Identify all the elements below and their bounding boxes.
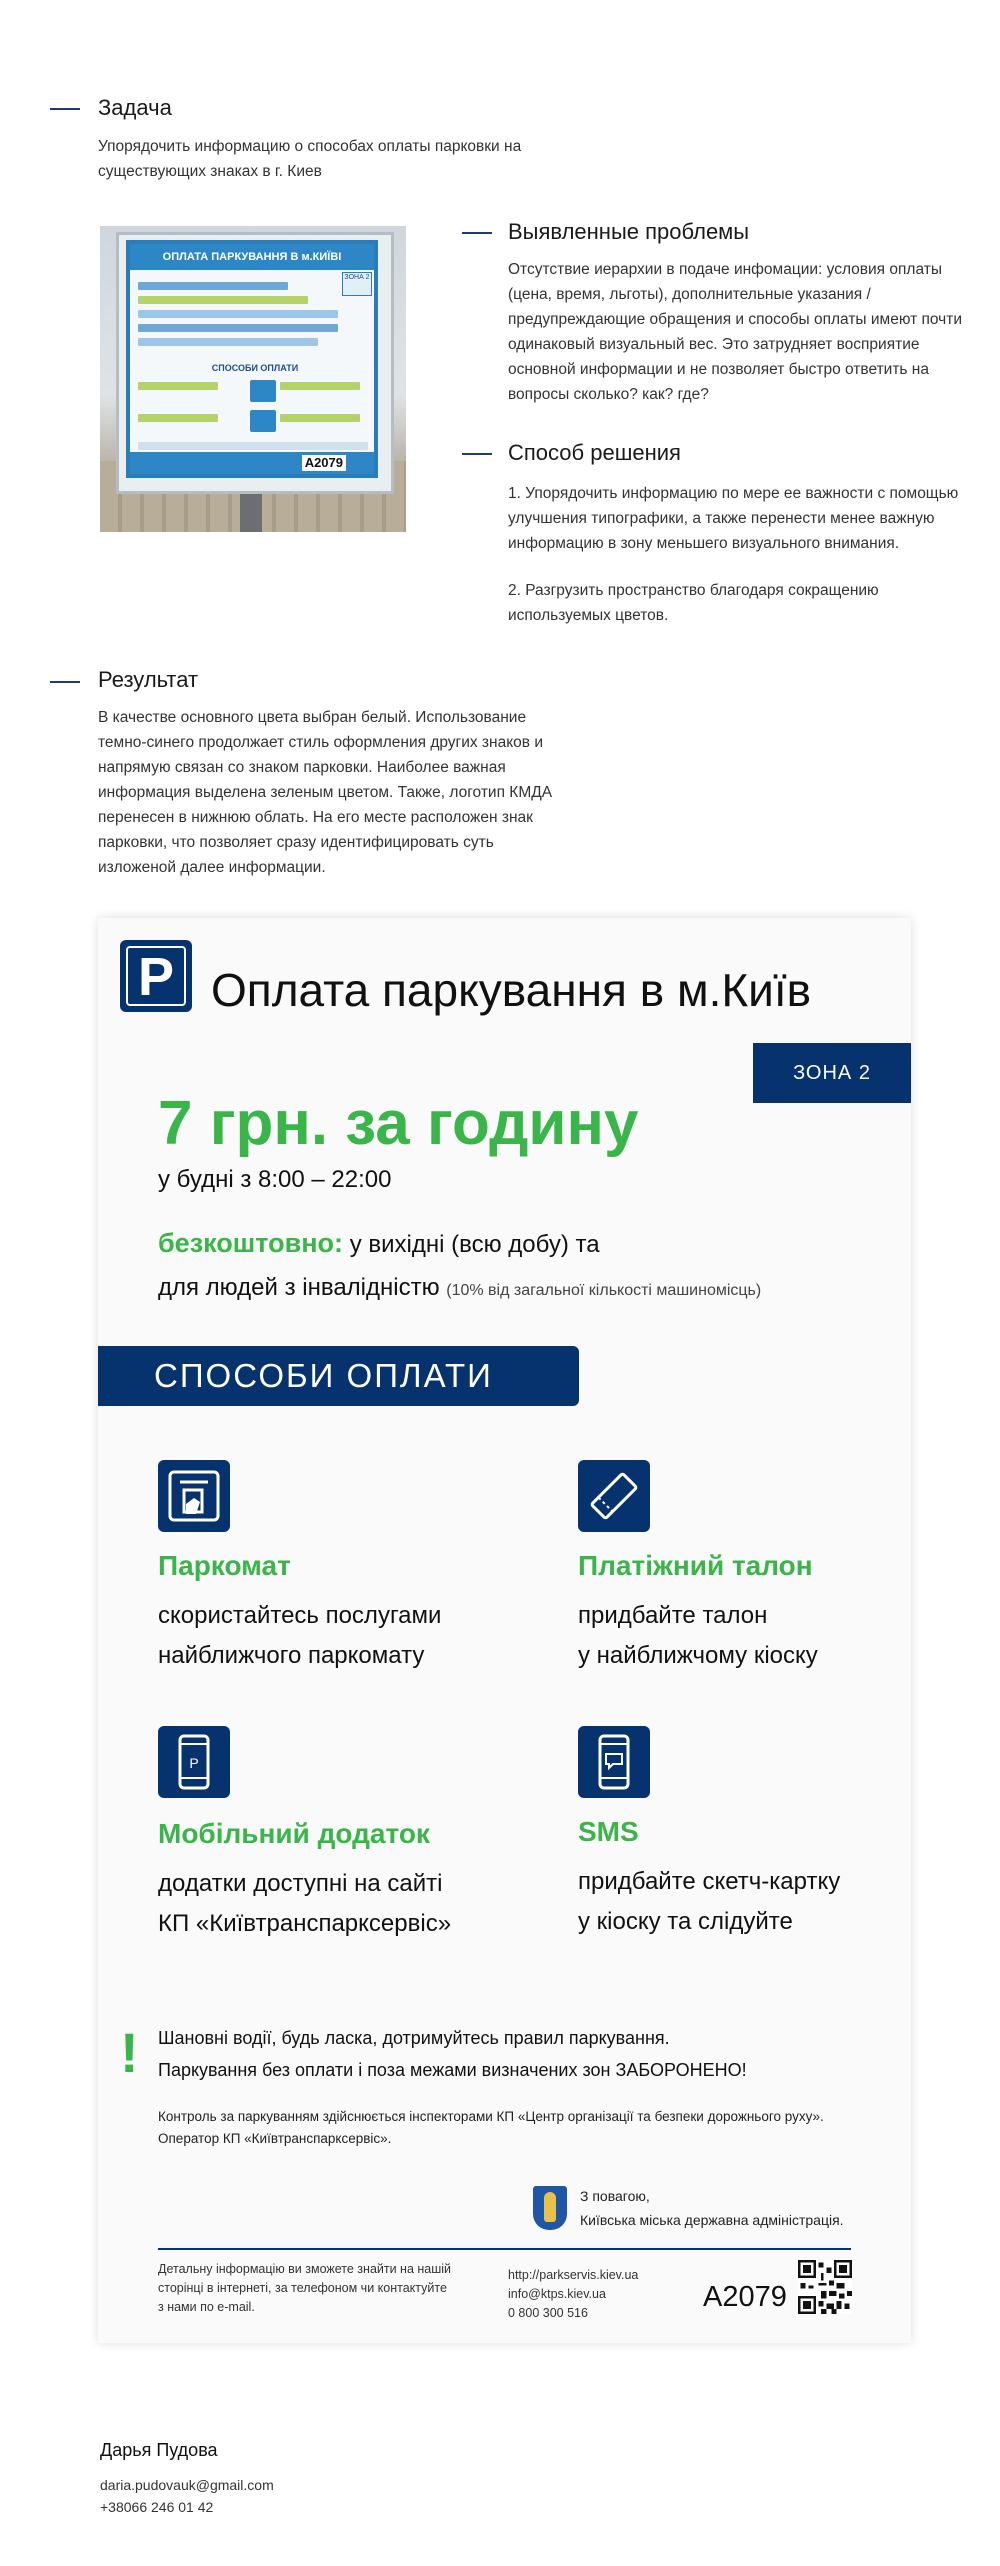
footer-info-line-3: з нами по e-mail. (158, 2300, 255, 2314)
original-sign-methods: СПОСОБИ ОПЛАТИ (190, 362, 320, 374)
free-conditions (158, 1228, 600, 1259)
footer-info (158, 2260, 451, 2317)
control-line-1: Контроль за паркуванням здійснюється інспекторами КП «Центр організації та безпеки дорожнього руху». (158, 2109, 824, 2124)
control-line-2: Оператор КП «Київтранспарксервіс». (158, 2131, 392, 2146)
coat-figure (544, 2192, 556, 2222)
original-sign-photo (100, 226, 406, 532)
author-email[interactable]: daria.pudovauk@gmail.com (100, 2477, 274, 2493)
site-link[interactable]: http://parkservis.kiev.ua (508, 2268, 639, 2282)
app-title: Мобільний додаток (158, 1818, 430, 1849)
disabled-note: (10% від загальної кількості машиномісць) (446, 1282, 762, 1299)
author-phone: +38066 246 01 42 (100, 2499, 214, 2515)
ticket-desc-1: придбайте талон (578, 1602, 768, 1629)
footer-divider (158, 2248, 851, 2250)
app-desc-2: КП «Київтранспарксервіс» (158, 1910, 452, 1937)
ticket-title: Платіжний талон (578, 1550, 813, 1581)
footer-contacts (508, 2266, 638, 2323)
disabled-text: для людей з інвалідністю (158, 1274, 447, 1301)
free-rest: у вихідні (всю добу) та (343, 1231, 600, 1258)
app-desc-1: додатки доступні на сайті (158, 1870, 443, 1897)
payment-methods-header: СПОСОБИ ОПЛАТИ (98, 1346, 579, 1406)
original-sign-zone: ЗОНА 2 (342, 272, 372, 296)
regards-line-1: З повагою, (580, 2188, 650, 2204)
footer-info-line-2: сторінці в інтернеті, за телефоном чи контактуйте (158, 2281, 447, 2295)
sign-strip (138, 382, 218, 390)
sign-strip (138, 442, 368, 450)
sms-icon (578, 1726, 650, 1798)
sign-strip (138, 414, 218, 422)
ticket-desc-2: у найближчому кіоску (578, 1642, 818, 1669)
original-sign-header: ОПЛАТА ПАРКУВАННЯ В м.КИЇВІ (130, 244, 374, 270)
regards (580, 2184, 844, 2232)
email-link[interactable]: info@ktps.kiev.ua (508, 2287, 606, 2301)
footer-info-line-1: Детальну інформацію ви зможете знайти на нашій (158, 2262, 452, 2276)
sms-desc-2: у кіоску та слідуйте (578, 1908, 793, 1935)
sign-tile (250, 410, 276, 432)
warning-line-2: Паркування без оплати і поза межами визначених зон ЗАБОРОНЕНО! (158, 2060, 747, 2080)
sign-tile (250, 380, 276, 402)
qr-code-icon (798, 2260, 852, 2314)
sign-strip (138, 338, 318, 346)
task-text: Упорядочить информацию о способах оплаты парковки на существующих знаках в г. Киев (98, 138, 522, 180)
control-notice (158, 2106, 824, 2150)
task-marker (50, 108, 80, 110)
mobile-app-icon (158, 1726, 230, 1798)
solution-item-2: 2. Разгрузить пространство благодаря сокращению используемых цветов. (508, 582, 879, 624)
redesigned-sign (98, 918, 911, 2343)
original-sign (126, 240, 378, 478)
parking-p-icon: P (126, 946, 186, 1006)
problems-text: Отсутствие иерархии в подаче инфомации: условия оплаты (цена, время, льготы), дополнительные указания / предупреждающие обращения и способы оплаты имеют почти одинаковый визуальный вес. Это затрудняет восприятие основной информации и не позволяет быстро ответить на вопросы сколько? как? где? (508, 261, 963, 403)
parking-meter-icon (158, 1460, 230, 1532)
sign-strip (138, 324, 338, 332)
sign-strip (280, 414, 360, 422)
sign-title: Оплата паркування в м.Київ (211, 964, 812, 1016)
result-marker (50, 681, 80, 683)
parkomat-title: Паркомат (158, 1550, 291, 1581)
zone-badge: ЗОНА 2 (753, 1043, 911, 1103)
parkomat-desc-2: найближчого паркомату (158, 1642, 425, 1669)
result-text: В качестве основного цвета выбран белый. Использование темно-синего продолжает стиль оформления других знаков и напрямую связан со знаком парковки. Наиболее важная информация выделена зеленым цветом. Также, логотип КМДА перенесен в нижнюю облать. На его месте расположен знак парковки, что позволяет сразу идентифицировать суть изложеной далее информации. (98, 709, 553, 876)
original-sign-bottom (130, 452, 374, 474)
author-contacts (100, 2474, 274, 2518)
problems-title: Выявленные проблемы (508, 219, 750, 244)
phone-number: 0 800 300 516 (508, 2306, 588, 2320)
sign-strip (280, 382, 360, 390)
solution-title: Способ решения (508, 440, 681, 465)
warning-line-1: Шановні водії, будь ласка, дотримуйтесь правил паркування. (158, 2028, 670, 2048)
sign-number: A2079 (703, 2281, 787, 2313)
sign-strip (138, 296, 308, 304)
disabled-conditions (158, 1274, 761, 1302)
result-title: Результат (98, 667, 199, 692)
sms-desc-1: придбайте скетч-картку (578, 1868, 841, 1895)
solution-item-1: 1. Упорядочить информацию по мере ее важности с помощью улучшения типографики, а также перенести менее важную информацию в зону меньшего визуального внимания. (508, 485, 959, 552)
app-p-letter: P (189, 1755, 199, 1771)
solution-marker (462, 453, 492, 455)
author-name: Дарья Пудова (100, 2440, 218, 2460)
parking-sign-logo (120, 940, 192, 1012)
task-title: Задача (98, 95, 172, 120)
kyiv-coat-of-arms-icon (533, 2186, 567, 2230)
ticket-icon (578, 1460, 650, 1532)
parkomat-desc-1: скористайтесь послугами (158, 1602, 442, 1629)
sign-strip (138, 310, 338, 318)
regards-line-2: Київська міська державна адміністрація. (580, 2212, 844, 2228)
exclamation-icon: ! (120, 2021, 139, 2084)
free-word: безкоштовно: (158, 1228, 344, 1258)
weekday-hours: у будні з 8:00 – 22:00 (158, 1166, 392, 1193)
problems-marker (462, 232, 492, 234)
sign-strip (138, 282, 288, 290)
sms-title: SMS (578, 1816, 639, 1847)
price: 7 грн. за годину (158, 1089, 639, 1158)
original-sign-number: A2079 (302, 455, 346, 471)
